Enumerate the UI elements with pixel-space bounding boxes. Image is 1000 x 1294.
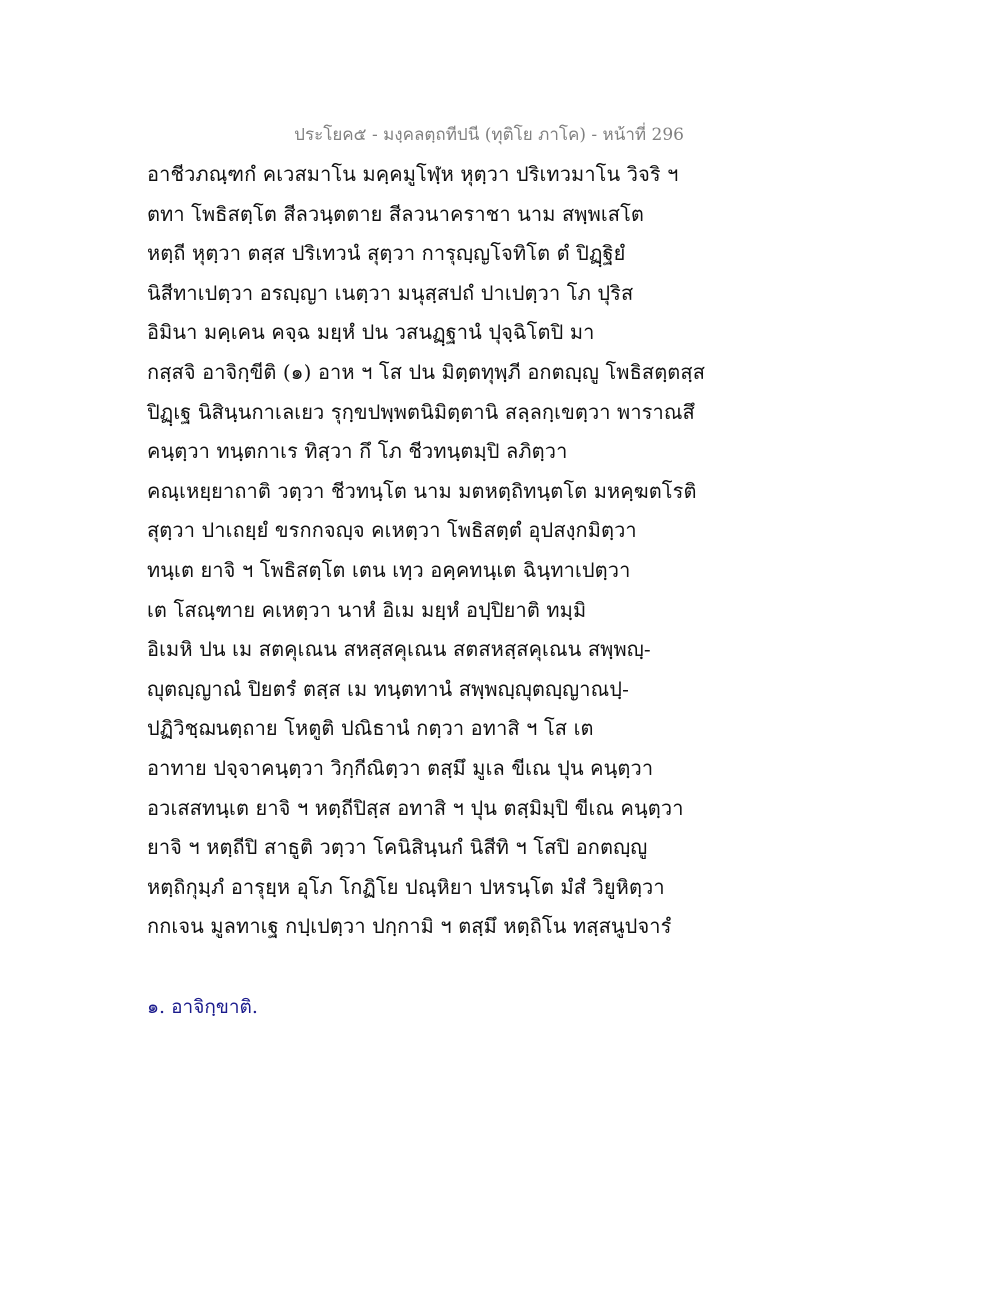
text-line: อวเสสทนฺเต ยาจิ ฯ หตฺถีปิสฺส อทาสิ ฯ ปุน ตสฺมิมฺปิ ขีเณ คนฺตฺวา [147,795,684,820]
text-line: อาทาย ปจฺจาคนฺตฺวา วิกฺกีณิตฺวา ตสฺมึ มูเล ขีเณ ปุน คนฺตฺวา [147,755,654,780]
text-line: ทนฺเต ยาจิ ฯ โพธิสตฺโต เตน เทฺว อคฺคทนฺเต ฉินฺทาเปตฺวา [147,557,631,582]
text-line: ยาจิ ฯ หตฺถีปิ สาธูติ วตฺวา โคนิสินฺนกํ นิสีทิ ฯ โสปิ อกตญฺญู [147,835,648,860]
text-line: อิมินา มคฺเคน คจฺฉ มยฺหํ ปน วสนฏฺฐานํ ปุจฺฉิโตปิ มา [147,320,595,345]
text-line: สุตฺวา ปาเถยฺยํ ขรกกจญฺจ คเหตฺวา โพธิสตฺตํ อุปสงฺกมิตฺวา [147,518,637,543]
text-line: หตฺถี หุตฺวา ตสฺส ปริเทวนํ สุตฺวา การุญฺญโจทิโต ตํ ปิฏฺฐิยํ [147,241,626,266]
text-line: คณฺเหยฺยาถาติ วตฺวา ชีวทนฺโต นาม มตหตฺถิทนฺตโต มหคฺฆตโรติ [147,478,697,503]
text-line: นิสีทาเปตฺวา อรญฺญา เนตฺวา มนุสฺสปถํ ปาเปตฺวา โภ ปุริส [147,280,634,305]
text-line: หตฺถิกุมฺภํ อารุยฺห อุโภ โกฏิโย ปณฺหิยา ปหรนฺโต มํสํ วิยูหิตฺวา [147,874,665,899]
text-line: เต โสณฺฑาย คเหตฺวา นาหํ อิเม มยฺหํ อปฺปิยาติ ทมฺมิ [147,597,587,622]
text-line: ตทา โพธิสตฺโต สีลวนฺตตาย สีลวนาคราชา นาม สพฺพเสโต [147,201,645,226]
text-line: ปฏิวิชฺฌนตฺถาย โหตูติ ปณิธานํ กตฺวา อทาสิ ฯ โส เต [147,716,594,741]
page-header: ประโยค๕ - มงฺคลตฺถทีปนี (ทุติโย ภาโค) - หน้าที่ 296 [294,125,684,145]
footnote: ๑. อาจิกฺขาติ. [147,996,258,1018]
body-text [147,158,867,950]
text-line: กกเจน มูลทาเฐ กปฺเปตฺวา ปกฺกามิ ฯ ตสฺมึ หตฺถิโน ทสฺสนูปจารํ [147,914,672,939]
text-line: คนฺตฺวา ทนฺตกาเร ทิสฺวา กึ โภ ชีวทนฺตมฺปิ ลภิตฺวา [147,439,568,464]
text-line: อาชีวภณฺฑกํ คเวสมาโน มคฺคมูโฬฺห หุตฺวา ปริเทวมาโน วิจริ ฯ [147,162,679,186]
text-line: ปิฏฺเฐ นิสินฺนกาเลเยว รุกฺขปพฺพตนิมิตฺตานิ สลฺลกฺเขตฺวา พาราณสึ [147,399,695,424]
text-line: อิเมหิ ปน เม สตคุเณน สหสฺสคุเณน สตสหสฺสคุเณน สพฺพญฺ- [147,637,651,662]
text-line: กสฺสจิ อาจิกฺขีติ (๑) อาห ฯ โส ปน มิตฺตทุพฺภี อกตญฺญู โพธิสตฺตสฺส [147,359,705,384]
text-line: ญุตญฺญาณํ ปิยตรํ ตสฺส เม ทนฺตทานํ สพฺพญฺญุตญฺญาณปฺ- [147,676,629,701]
